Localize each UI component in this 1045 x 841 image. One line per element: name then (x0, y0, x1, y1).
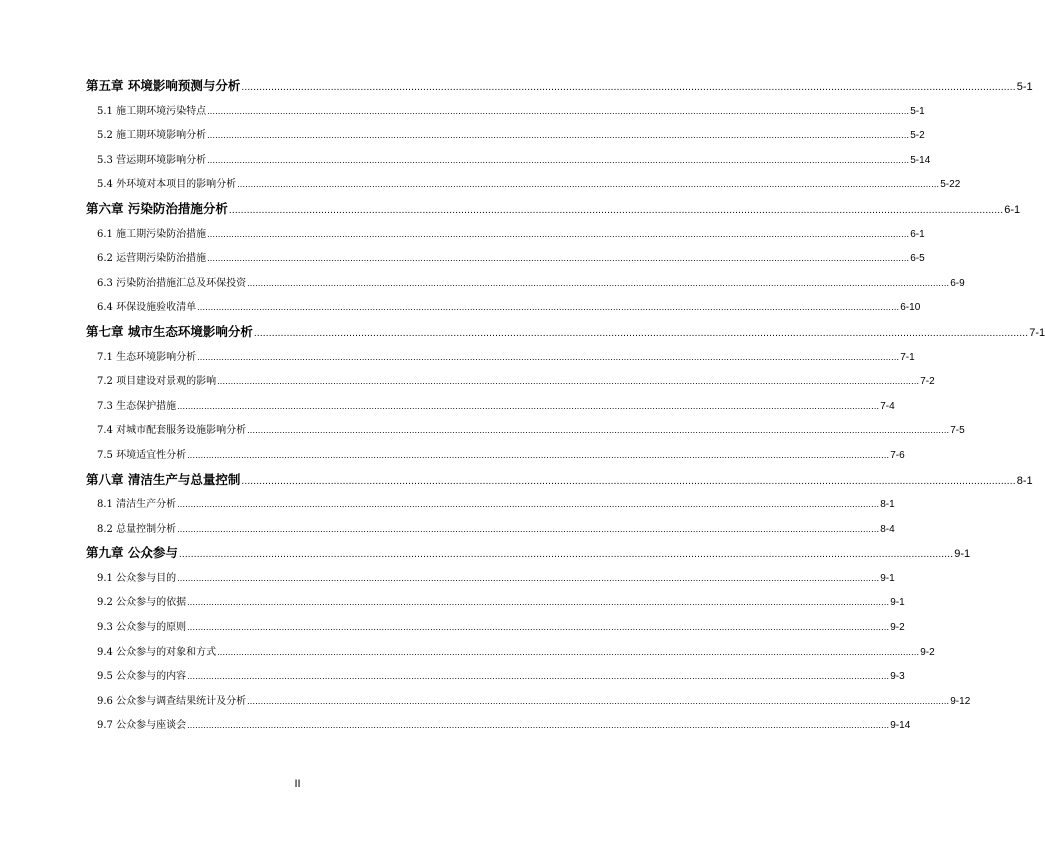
dot-leader: .................................................................................................................................................................................................................................................................... (207, 105, 910, 116)
toc-entry-page: 9-3 (890, 671, 905, 683)
toc-entry-page: 9-1 (890, 597, 905, 609)
toc-entry-page: 6-1 (910, 228, 925, 240)
toc-entry-title: 8.1 清洁生产分析 (97, 499, 177, 511)
toc-entry-title: 5.1 施工期环境污染特点 (97, 105, 207, 117)
toc-entry-title: 6.2 运营期污染防治措施 (97, 253, 207, 265)
toc-entry-page: 5-1 (910, 105, 925, 117)
toc-entry-title: 7.2 项目建设对景观的影响 (97, 376, 217, 388)
dot-leader: .................................................................................................................................................................................................................................................................... (217, 376, 920, 387)
toc-entry-page: 6-9 (950, 277, 965, 289)
dot-leader: .................................................................................................................................................................................................................................................................... (187, 720, 890, 731)
toc-entry-page: 6-1 (1004, 203, 1021, 216)
dot-leader: .................................................................................................................................................................................................................................................................... (228, 204, 1004, 216)
toc-section-entry[interactable] (86, 369, 935, 394)
dot-leader: .................................................................................................................................................................................................................................................................... (197, 351, 900, 362)
dot-leader: .................................................................................................................................................................................................................................................................... (187, 449, 890, 460)
toc-entry-page: 9-1 (880, 572, 895, 584)
toc-section-entry[interactable] (86, 148, 931, 173)
dot-leader: .................................................................................................................................................................................................................................................................... (177, 400, 880, 411)
toc-entry-page: 9-2 (890, 622, 905, 634)
table-of-contents (86, 74, 1045, 738)
dot-leader: .................................................................................................................................................................................................................................................................... (187, 671, 890, 682)
toc-section-entry[interactable] (86, 615, 905, 640)
toc-section-entry[interactable] (86, 345, 915, 370)
toc-entry-title: 7.3 生态保护措施 (97, 400, 177, 412)
toc-entry-title: 8.2 总量控制分析 (97, 523, 177, 535)
toc-entry-title: 第八章 清洁生产与总量控制 (86, 471, 241, 487)
toc-section-entry[interactable] (86, 172, 961, 197)
toc-entry-title: 9.2 公众参与的依据 (97, 597, 187, 609)
dot-leader: .................................................................................................................................................................................................................................................................... (237, 179, 940, 190)
toc-section-entry[interactable] (86, 295, 921, 320)
toc-entry-page: 7-6 (890, 449, 905, 461)
dot-leader: .................................................................................................................................................................................................................................................................... (247, 695, 950, 706)
toc-entry-title: 5.4 外环境对本项目的影响分析 (97, 179, 237, 191)
toc-section-entry[interactable] (86, 664, 905, 689)
dot-leader: .................................................................................................................................................................................................................................................................... (177, 523, 880, 534)
toc-entry-title: 7.4 对城市配套服务设施影响分析 (97, 425, 247, 437)
toc-entry-title: 第七章 城市生态环境影响分析 (86, 323, 253, 339)
toc-entry-page: 9-2 (920, 646, 935, 658)
toc-entry-title: 第九章 公众参与 (86, 545, 178, 561)
toc-entry-page: 8-4 (880, 523, 895, 535)
dot-leader: .................................................................................................................................................................................................................................................................... (207, 154, 910, 165)
toc-chapter-entry[interactable] (86, 320, 1045, 345)
toc-entry-title: 7.5 环境适宜性分析 (97, 449, 187, 461)
toc-chapter-entry[interactable] (86, 74, 1033, 99)
toc-entry-title: 9.5 公众参与的内容 (97, 671, 187, 683)
toc-section-entry[interactable] (86, 246, 925, 271)
dot-leader: .................................................................................................................................................................................................................................................................... (217, 646, 920, 657)
toc-section-entry[interactable] (86, 517, 895, 542)
toc-section-entry[interactable] (86, 99, 925, 124)
dot-leader: .................................................................................................................................................................................................................................................................... (197, 302, 900, 313)
toc-entry-page: 8-1 (880, 499, 895, 511)
dot-leader: .................................................................................................................................................................................................................................................................... (178, 549, 954, 561)
toc-entry-title: 5.3 营运期环境影响分析 (97, 154, 207, 166)
toc-section-entry[interactable] (86, 222, 925, 247)
toc-section-entry[interactable] (86, 443, 905, 468)
dot-leader: .................................................................................................................................................................................................................................................................... (187, 597, 890, 608)
toc-entry-page: 5-22 (940, 179, 961, 191)
toc-entry-page: 9-14 (890, 720, 911, 732)
toc-entry-page: 7-2 (920, 376, 935, 388)
dot-leader: .................................................................................................................................................................................................................................................................... (207, 253, 910, 264)
dot-leader: .................................................................................................................................................................................................................................................................... (247, 277, 950, 288)
toc-section-entry[interactable] (86, 640, 935, 665)
toc-entry-page: 9-1 (954, 548, 971, 561)
toc-section-entry[interactable] (86, 689, 971, 714)
toc-entry-title: 6.4 环保设施验收清单 (97, 302, 197, 314)
toc-entry-page: 6-5 (910, 253, 925, 265)
toc-section-entry[interactable] (86, 271, 965, 296)
toc-section-entry[interactable] (86, 590, 905, 615)
toc-entry-page: 6-10 (900, 302, 921, 314)
toc-section-entry[interactable] (86, 418, 965, 443)
toc-entry-page: 9-12 (950, 695, 971, 707)
dot-leader: .................................................................................................................................................................................................................................................................... (241, 82, 1016, 93)
page-number: II (294, 778, 301, 790)
toc-entry-title: 第五章 环境影响预测与分析 (86, 78, 241, 93)
toc-section-entry[interactable] (86, 713, 911, 738)
toc-entry-page: 7-4 (880, 400, 895, 412)
dot-leader: .................................................................................................................................................................................................................................................................... (207, 130, 910, 141)
toc-entry-title: 9.7 公众参与座谈会 (97, 720, 187, 732)
toc-chapter-entry[interactable] (86, 197, 1021, 222)
toc-section-entry[interactable] (86, 492, 895, 517)
toc-entry-page: 5-14 (910, 154, 931, 166)
dot-leader: .................................................................................................................................................................................................................................................................... (177, 572, 880, 583)
dot-leader: .................................................................................................................................................................................................................................................................... (177, 499, 880, 510)
toc-entry-page: 7-5 (950, 425, 965, 437)
toc-entry-title: 9.3 公众参与的原则 (97, 622, 187, 634)
toc-entry-title: 9.1 公众参与目的 (97, 572, 177, 584)
toc-entry-page: 8-1 (1016, 474, 1033, 487)
toc-section-entry[interactable] (86, 566, 895, 591)
toc-entry-title: 6.3 污染防治措施汇总及环保投资 (97, 277, 247, 289)
toc-section-entry[interactable] (86, 123, 925, 148)
toc-entry-page: 5-1 (1016, 81, 1033, 93)
toc-entry-page: 7-1 (1029, 326, 1045, 339)
toc-chapter-entry[interactable] (86, 541, 971, 566)
dot-leader: .................................................................................................................................................................................................................................................................... (247, 425, 950, 436)
toc-entry-page: 7-1 (900, 351, 915, 363)
toc-entry-page: 5-2 (910, 130, 925, 142)
toc-entry-title: 9.6 公众参与调查结果统计及分析 (97, 695, 247, 707)
dot-leader: .................................................................................................................................................................................................................................................................... (253, 327, 1029, 339)
toc-chapter-entry[interactable] (86, 468, 1033, 493)
dot-leader: .................................................................................................................................................................................................................................................................... (207, 228, 910, 239)
toc-section-entry[interactable] (86, 394, 895, 419)
dot-leader: .................................................................................................................................................................................................................................................................... (241, 475, 1016, 487)
toc-entry-title: 5.2 施工期环境影响分析 (97, 130, 207, 142)
toc-entry-title: 9.4 公众参与的对象和方式 (97, 646, 217, 658)
toc-entry-title: 7.1 生态环境影响分析 (97, 351, 197, 363)
toc-entry-title: 6.1 施工期污染防治措施 (97, 228, 207, 240)
dot-leader: .................................................................................................................................................................................................................................................................... (187, 622, 890, 633)
toc-entry-title: 第六章 污染防治措施分析 (86, 200, 228, 216)
